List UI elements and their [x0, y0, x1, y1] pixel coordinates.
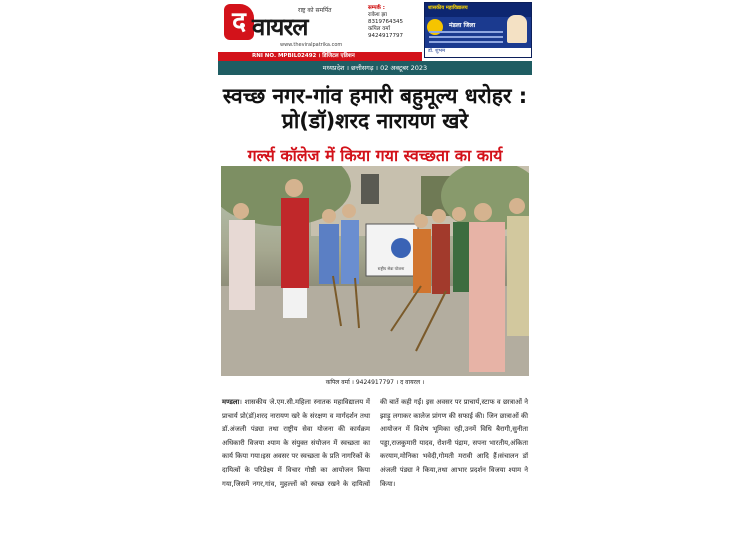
ad-strip: डॉ. शुभम [425, 48, 532, 57]
contact-label: सम्पर्क : [368, 5, 385, 11]
banner-text: राष्ट्रीय सेवा योजना [377, 266, 405, 271]
website-link[interactable]: www.theviralpatrika.com [280, 42, 343, 48]
headline-line-2: प्रो(डॉ)शरद नारायण खरे [281, 109, 469, 133]
tagline: राष्ट्र को समर्पित [298, 7, 332, 14]
headline [222, 84, 528, 134]
article-location: मण्डला [222, 398, 240, 406]
contact-phone-1: 8319764345 [368, 19, 403, 25]
ad-portrait [507, 15, 527, 43]
newspaper-page [218, 0, 532, 550]
logo-letter: द [224, 4, 254, 40]
article-body [222, 396, 528, 491]
logo [218, 2, 343, 52]
ad-text-lines [429, 31, 503, 46]
contact-name-2: कपिल वर्मा [368, 26, 391, 32]
contact-phone-2: 9424917797 [368, 33, 403, 39]
logo-word: वायरल [252, 13, 308, 41]
article-text: । शासकीय जे.एम.सी.महिला स्नातक महाविद्यालय में प्राचार्य प्रो(डॉ)शरद नारायण खरे के संरक्षण व मार्गदर्शन तथा डॉ.अंजली पंड्या तथा राष्ट्रीय सेवा योजना की कार्यक्रम अधिकारी विजया श्याम के संयुक्त संयोजन में स्वच्छता का कार्य किया गया।इस अवसर पर स्वच्छता के प्रति नागरिकों के दायित्वों के परिप्रेक्ष्य में विचार गोष्ठी का आयोजन किया गया,जिसमें नगर,गांव, मुहल्लों को स्वच्छ रखने के दायित्वों की बातें कही गईं। इस अवसर पर प्राचार्य,स्टाफ व छात्राओं ने झाड़ू लगाकर कालेज प्रांगण की सफाई की। जिन छात्राओं की आयोजन में विशेष भूमिका रही,उनमें विधि बैरागी,सुनीता पड्डा,राजकुमारी यादव, रोशनी पंद्राम, सपना भारतीय,अंकिता करयाम,मोनिका भवेदी,गोमती मरावी आदि हैं।संचालन डॉ अंजली पंड्या ने किया,तथा आभार प्रदर्शन विजया श्याम ने किया। [222, 398, 528, 488]
advertisement[interactable] [424, 2, 532, 58]
ad-title: मंडला जिला [449, 22, 476, 29]
contact-box [368, 5, 422, 40]
rni-bar: RNI NO. MPBIL02492 । डिजिटल एडिशन [218, 52, 422, 61]
subheadline: गर्ल्स कॉलेज में किया गया स्वच्छता का कार्य [247, 146, 503, 165]
contact-name-1: राकेश झा [368, 12, 387, 18]
dateline: मध्यप्रदेश । छत्तीसगढ़ । 02 अक्टूबर 2023 [218, 61, 532, 75]
photo-caption: कपिल वर्मा । 9424917797 । द वायरल । [325, 379, 425, 386]
masthead [218, 2, 532, 60]
news-photo [221, 166, 529, 376]
headline-line-1: स्वच्छ नगर-गांव हमारी बहुमूल्य धरोहर : [222, 84, 528, 108]
ad-top-text: शासकीय महाविद्यालय [425, 3, 531, 17]
